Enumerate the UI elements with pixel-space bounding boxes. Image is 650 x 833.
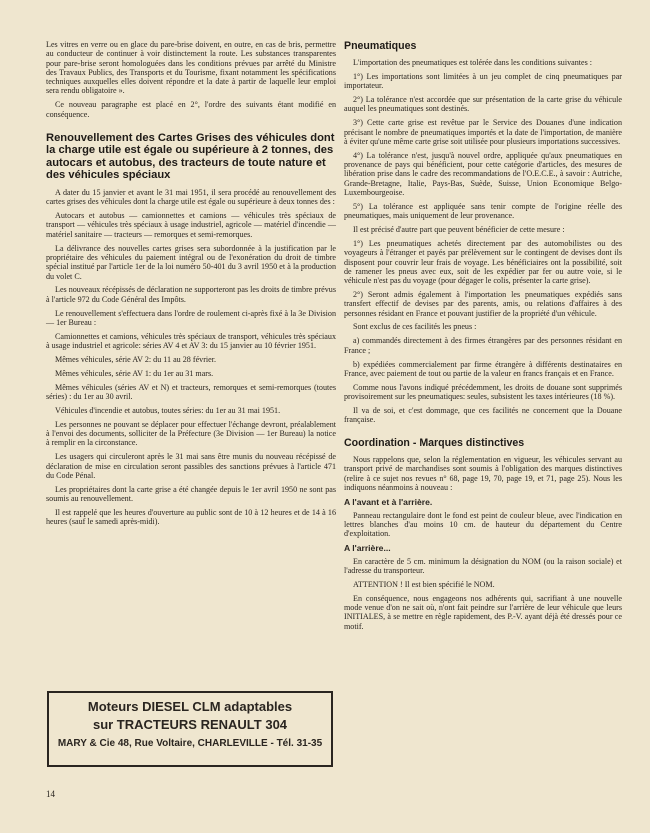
paragraph: Il va de soi, et c'est dommage, que ces facilités ne concernent que la Douane française. (344, 405, 622, 425)
paragraph: 2°) Seront admis également à l'importation les pneumatiques expédiés sans transfert effectif de devises par des parents, amis, ou relations d'affaires à des personnes résidant en France et pouvant justifier de la propriété d'un véhicule. (344, 289, 622, 318)
paragraph: Comme nous l'avons indiqué précédemment, les droits de douane sont supprimés provisoirement sur les pneumatiques: seules, subsistent les taxes intérieures (18 %). (344, 382, 622, 402)
left-column (46, 40, 336, 531)
paragraph: La délivrance des nouvelles cartes grises sera subordonnée à la justification par le propriétaire des véhicules du paiement intégral ou de l'exonération du droit de timbre spécial institué par l'article 1er de la loi numéro 50-401 du 3 avril 1950 et à la production du volet C. (46, 243, 336, 281)
paragraph: En caractère de 5 cm. minimum la désignation du NOM (ou la raison sociale) et l'adresse du transporteur. (344, 556, 622, 576)
paragraph: 5°) La tolérance est appliquée sans tenir compte de l'origine réelle des pneumatiques, mais uniquement de leur provenance. (344, 201, 622, 221)
paragraph: Il est rappelé que les heures d'ouverture au public sont de 10 à 12 heures et de 14 à 16 heures (sauf le samedi après-midi). (46, 507, 336, 527)
paragraph: Les propriétaires dont la carte grise a été changée depuis le 1er avril 1950 ne sont pas soumis au renouvellement. (46, 484, 336, 504)
paragraph: Véhicules d'incendie et autobus, toutes séries: du 1er au 31 mai 1951. (55, 405, 281, 415)
paragraph: Ce nouveau paragraphe est placé en 2°, l'ordre des suivants étant modifié en conséquence. (46, 100, 336, 119)
paragraph: L'importation des pneumatiques est tolérée dans les conditions suivantes : (353, 58, 593, 67)
paragraph: Les nouveaux récépissés de déclaration ne supporteront pas les droits de timbre prévus à l'article 972 du Code Général des Impôts. (46, 285, 336, 304)
subheading-avant-arriere: A l'avant et à l'arrière. (344, 497, 433, 508)
right-column (344, 40, 622, 636)
paragraph: 1°) Les pneumatiques achetés directement par des automobilistes ou des voyageurs à l'étranger et payés par prélèvement sur le contingent de devises dont ils disposent pour couvrir leur frais de voyage. Les bénéficiaires ont la possibilité, soit de ramener les pneus avec eux, soit de les expédier par fer ou autre voie, si le véhicule n'est pas du voyage (pour dégager le colis, présenter la carte grise). (344, 238, 622, 286)
paragraph: Les personnes ne pouvant se déplacer pour effectuer l'échange devront, préalablement à l'envoi des documents, solliciter de la Préfecture (3e Division — 1er Bureau) la notice à remplir en la circonstance. (46, 419, 336, 448)
paragraph: Mêmes véhicules, série AV 2: du 11 au 28 février. (55, 354, 217, 364)
ad-address: MARY & Cie 48, Rue Voltaire, CHARLEVILLE - Tél. 31-35 (57, 738, 323, 749)
paragraph: Sont exclus de ces facilités les pneus : (353, 322, 477, 332)
paragraph: a) commandés directement à des firmes étrangères par des personnes résidant en France ; (344, 336, 622, 355)
paragraph: Il est précisé d'autre part que peuvent bénéficier de cette mesure : (353, 225, 565, 235)
paragraph: Autocars et autobus — camionnettes et camions — véhicules très spéciaux de transport — véhicules très spéciaux à usage industriel, agricole — matériel d'incendie — matériel sanitaire — tracteurs — remorques et semi-remorques. (46, 211, 336, 239)
paragraph: En conséquence, nous engageons nos adhérents qui, sacrifiant à une nouvelle mode venue d'on ne sait où, n'ont fait peindre sur l'arrière de leur véhicule que leurs INITIALES, à se mettre en règle rapidement, des P.-V. ayant déjà été dressés pour ce motif. (344, 593, 622, 631)
paragraph: 2°) La tolérance n'est accordée que sur présentation de la carte grise du véhicule auquel les pneumatiques sont destinés. (344, 95, 622, 114)
paragraph: 4°) La tolérance n'est, jusqu'à nouvel ordre, appliquée qu'aux pneumatiques en provenance de pays qui bénéficient, pour cette catégorie d'articles, des mesures de libération prise dans le cadre des recommandations de l'O.E.C.E., à savoir : Autriche, Grande-Bretagne, Italie, Pays-Bas, Suède, Suisse, Union Economique Belgo-Luxembourgeoise. (344, 150, 622, 197)
paragraph: Mêmes véhicules, série AV 1: du 1er au 31 mars. (55, 368, 214, 378)
paragraph: Panneau rectangulaire dont le fond est peint de couleur bleue, avec l'indication en lettres blanches d'au moins 10 cm. de hauteur du département du Centre d'exploitation. (344, 510, 622, 539)
section-heading-cartes-grises: Renouvellement des Cartes Grises des véhicules dont la charge utile est égale ou supérieure à 2 tonnes, des autocars et autobus, des tracteurs de toute nature et des véhicules spéciaux (46, 131, 335, 182)
section-heading-coordination: Coordination - Marques distinctives (344, 437, 525, 450)
ad-line: Moteurs DIESEL CLM adaptables (87, 699, 293, 714)
ad-line: sur TRACTEURS RENAULT 304 (92, 717, 288, 732)
paragraph: ATTENTION ! Il est bien spécifié le NOM. (353, 579, 495, 589)
paragraph: b) expédiées commercialement par firme étrangère à différents destinataires en France, avec paiement de tout ou partie de la valeur en francs français et en France. (344, 359, 622, 378)
paragraph: Mêmes véhicules (séries AV et N) et tracteurs, remorques et semi-remorques (toutes séries) : du 1er au 30 avril. (46, 382, 336, 402)
paragraph: 1°) Les importations sont limitées à un jeu complet de cinq pneumatiques par importateur. (344, 71, 622, 91)
paragraph: Les vitres en verre ou en glace du pare-brise doivent, en outre, en cas de bris, permettre au conducteur de continuer à voir distinctement la route. Les substances transparentes pour pare-brise seront homologuées dans les conditions prévues par arrêté du Ministre des Travaux Publics, des Transports et du Tourisme, fixant notamment les spécifications techniques auxquelles elles doivent répondre et la date à partir de laquelle leur emploi sera rendu obligatoire ». (46, 40, 336, 96)
paragraph: Nous rappelons que, selon la réglementation en vigueur, les véhicules servant au transport privé de marchandises sont soumis à l'obligation des marques distinctives (relire à ce sujet nos revues n° 68, page 19, 70, page 19, et 71, page 25). Nous les indiquons néanmoins à nouveau : (344, 455, 622, 492)
paragraph: 3°) Cette carte grise est revêtue par le Service des Douanes d'une indication précisant le nombre de pneumatiques importés et la date de l'importation, de manière à éviter qu'une même carte grise soit utilisée pour plusieurs importations successives. (344, 118, 622, 146)
section-heading-pneumatiques: Pneumatiques (344, 40, 417, 52)
paragraph: Camionnettes et camions, véhicules très spéciaux de transport, véhicules très spéciaux à usage industriel et agricole: séries AV 4 et AV 3: du 15 janvier au 10 février 1951. (46, 331, 336, 351)
subheading-arriere: A l'arrière... (344, 543, 391, 554)
advertisement-box (47, 691, 333, 767)
paragraph: A dater du 15 janvier et avant le 31 mai 1951, il sera procédé au renouvellement des cartes grises des véhicules dont la charge utile est égale ou supérieure à deux tonnes des : (46, 187, 336, 207)
paragraph: Le renouvellement s'effectuera dans l'ordre de roulement ci-après fixé à la 3e Division — 1er Bureau : (46, 308, 336, 327)
page-number: 14 (46, 789, 55, 799)
paragraph: Les usagers qui circuleront après le 31 mai sans être munis du nouveau récépissé de déclaration de mise en circulation seront passibles des sanctions prévues à l'article 471 du Code Pénal. (46, 452, 336, 480)
